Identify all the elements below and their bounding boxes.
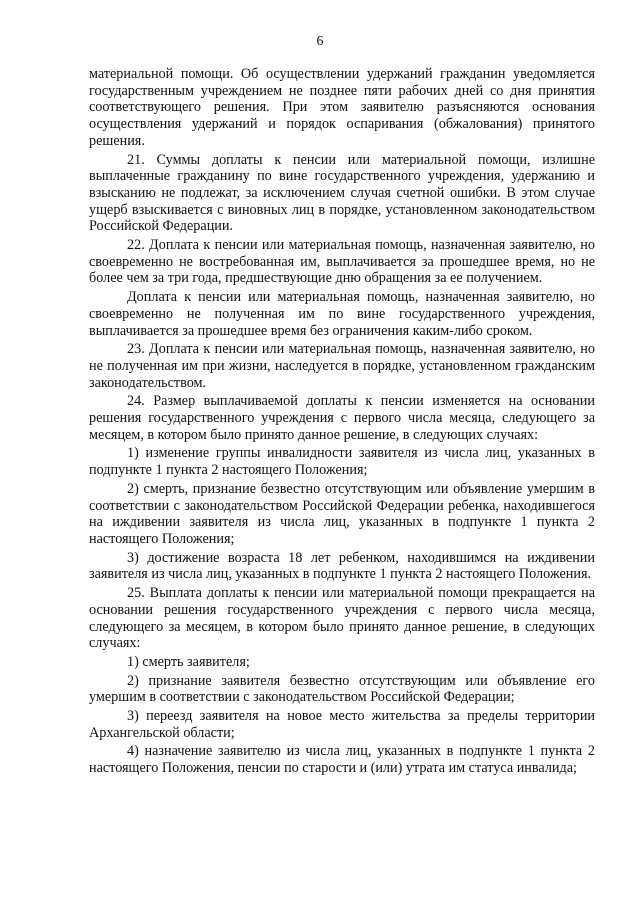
paragraph-25: 25. Выплата доплаты к пенсии или материальной помощи прекращается на основании решения государственного учреждения с первого числа месяца, следующего за месяцем, в котором было принято данное решение, в следующих случаях: [89,585,595,652]
list-item-24-3: 3) достижение возраста 18 лет ребенком, находившимся на иждивении заявителя из числа лиц, указанных в подпункте 1 пункта 2 настоящего Положения. [89,549,595,583]
list-item-24-1: 1) изменение группы инвалидности заявителя из числа лиц, указанных в подпункте 1 пункта 2 настоящего Положения; [89,445,595,479]
list-item-25-3: 3) переезд заявителя на новое место жительства за пределы территории Архангельской области; [89,708,595,741]
paragraph-24: 24. Размер выплачиваемой доплаты к пенсии изменяется на основании решения государственного учреждения с первого числа месяца, следующего за месяцем, в котором было принято данное решение, в следующих случаях: [89,393,595,443]
document-body [89,66,595,777]
page-number: 6 [316,34,324,49]
list-item-25-2: 2) признание заявителя безвестно отсутствующим или объявление его умершим в соответствии с законодательством Российской Федерации; [89,672,595,706]
paragraph-22: 22. Доплата к пенсии или материальная помощь, назначенная заявителю, но своевременно не востребованная им, выплачивается за прошедшее время, но не более чем за три года, предшествующие дню обращения за ее получением. [89,237,595,287]
paragraph-23: 23. Доплата к пенсии или материальная помощь, назначенная заявителю, но не полученная им при жизни, наследуется в порядке, установленном гражданским законодательством. [89,341,595,391]
list-item-25-1: 1) смерть заявителя; [127,653,250,670]
list-item-24-2: 2) смерть, признание безвестно отсутствующим или объявление умершим в соответствии с законодательством Российской Федерации ребенка, находившегося на иждивении заявителя из числа лиц, указанных в подпункте 1 пункта 2 настоящего Положения; [89,480,595,547]
paragraph-continuation: материальной помощи. Об осуществлении удержаний гражданин уведомляется государственным учреждением не позднее пяти рабочих дней со дня принятия соответствующего решения. При этом заявителю разъясняются основания осуществления удержаний и порядок оспаривания (обжалования) принятого решения. [89,66,595,149]
list-item-25-4: 4) назначение заявителю из числа лиц, указанных в подпункте 1 пункта 2 настоящего Положения, пенсии по старости и (или) утрата им статуса инвалида; [89,743,595,777]
paragraph-22-second: Доплата к пенсии или материальная помощь, назначенная заявителю, но своевременно не полученная им по вине государственного учреждения, выплачивается за прошедшее время без ограничения каким-либо сроком. [89,289,595,339]
paragraph-21: 21. Суммы доплаты к пенсии или материальной помощи, излишне выплаченные гражданину по вине государственного учреждения, удержанию и взысканию не подлежат, за исключением случая счетной ошибки. В этом случае ущерб взыскивается с виновных лиц в порядке, установленном законодательством Российской Федерации. [89,151,595,235]
